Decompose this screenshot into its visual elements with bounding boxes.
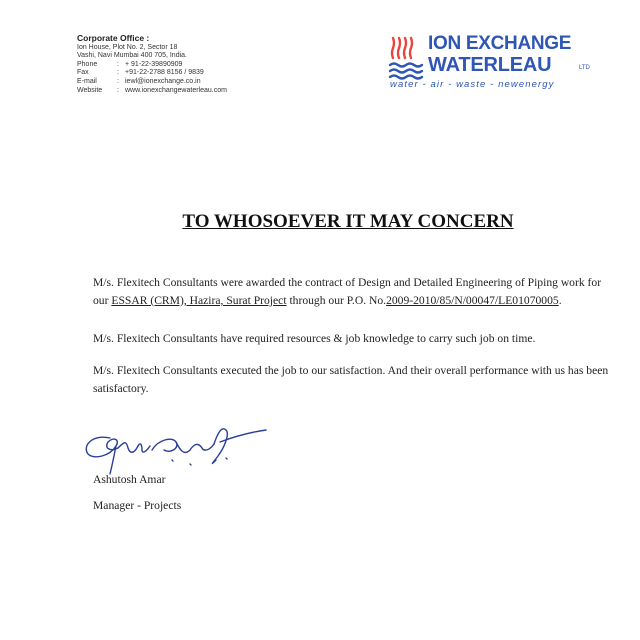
logo-line-ion-exchange: ION EXCHANGE: [428, 33, 572, 54]
contact-label: Fax: [77, 69, 89, 77]
paragraph-award: [93, 274, 613, 310]
contact-separator: :: [117, 86, 119, 94]
address-line: Vashi, Navi Mumbai 400 705, India.: [77, 52, 187, 60]
contact-separator: :: [117, 69, 119, 77]
logo-line-waterleau: WATERLEAU: [428, 54, 552, 76]
paragraph-text: through our P.O. No.: [286, 294, 387, 307]
company-logo: [388, 33, 598, 93]
logo-tagline: water - air - waste - newenergy: [390, 79, 555, 90]
contact-separator: :: [117, 77, 119, 85]
contact-value: www.ionexchangewaterleau.com: [125, 86, 227, 94]
contact-value: iewl@ionexchange.co.in: [125, 77, 201, 85]
paragraph-text: .: [558, 294, 562, 307]
paragraph-text: M/s. Flexitech Consultants were awarded the contract of Design and Detailed Engineering of Piping work for our: [93, 276, 602, 307]
contact-row-phone: [77, 61, 227, 70]
signer-title: Manager - Projects: [93, 499, 182, 512]
handwritten-signature: [80, 420, 270, 480]
contact-row-fax: [77, 69, 227, 78]
paragraph-performance: M/s. Flexitech Consultants executed the job to our satisfaction. And their overall performance with us has been satisfactory.: [93, 364, 609, 395]
contact-value: + 91-22-39890909: [125, 60, 183, 68]
corporate-office-block: [77, 34, 227, 95]
signer-name: Ashutosh Amar: [93, 473, 166, 486]
po-number: 2009-2010/85/N/00047/LE01070005: [386, 294, 559, 307]
letter-title: TO WHOSOEVER IT MAY CONCERN: [182, 211, 514, 232]
project-name: ESSAR (CRM), Hazira, Surat Project: [111, 294, 287, 307]
paragraph-resources: M/s. Flexitech Consultants have required resources & job knowledge to carry such job on time.: [93, 332, 536, 345]
address-line: Ion House, Plot No. 2, Sector 18: [77, 43, 178, 51]
contact-row-email: [77, 78, 227, 87]
contact-separator: :: [117, 60, 119, 68]
contact-value: +91-22-2788 8156 / 9839: [125, 69, 204, 77]
water-waves-icon: [388, 35, 424, 81]
logo-suffix: LTD: [579, 65, 590, 71]
contact-label: E-mail: [77, 77, 97, 85]
contact-label: Phone: [77, 60, 98, 68]
contact-label: Website: [77, 86, 103, 94]
contact-row-website: [77, 87, 227, 96]
office-heading: Corporate Office :: [77, 33, 150, 43]
